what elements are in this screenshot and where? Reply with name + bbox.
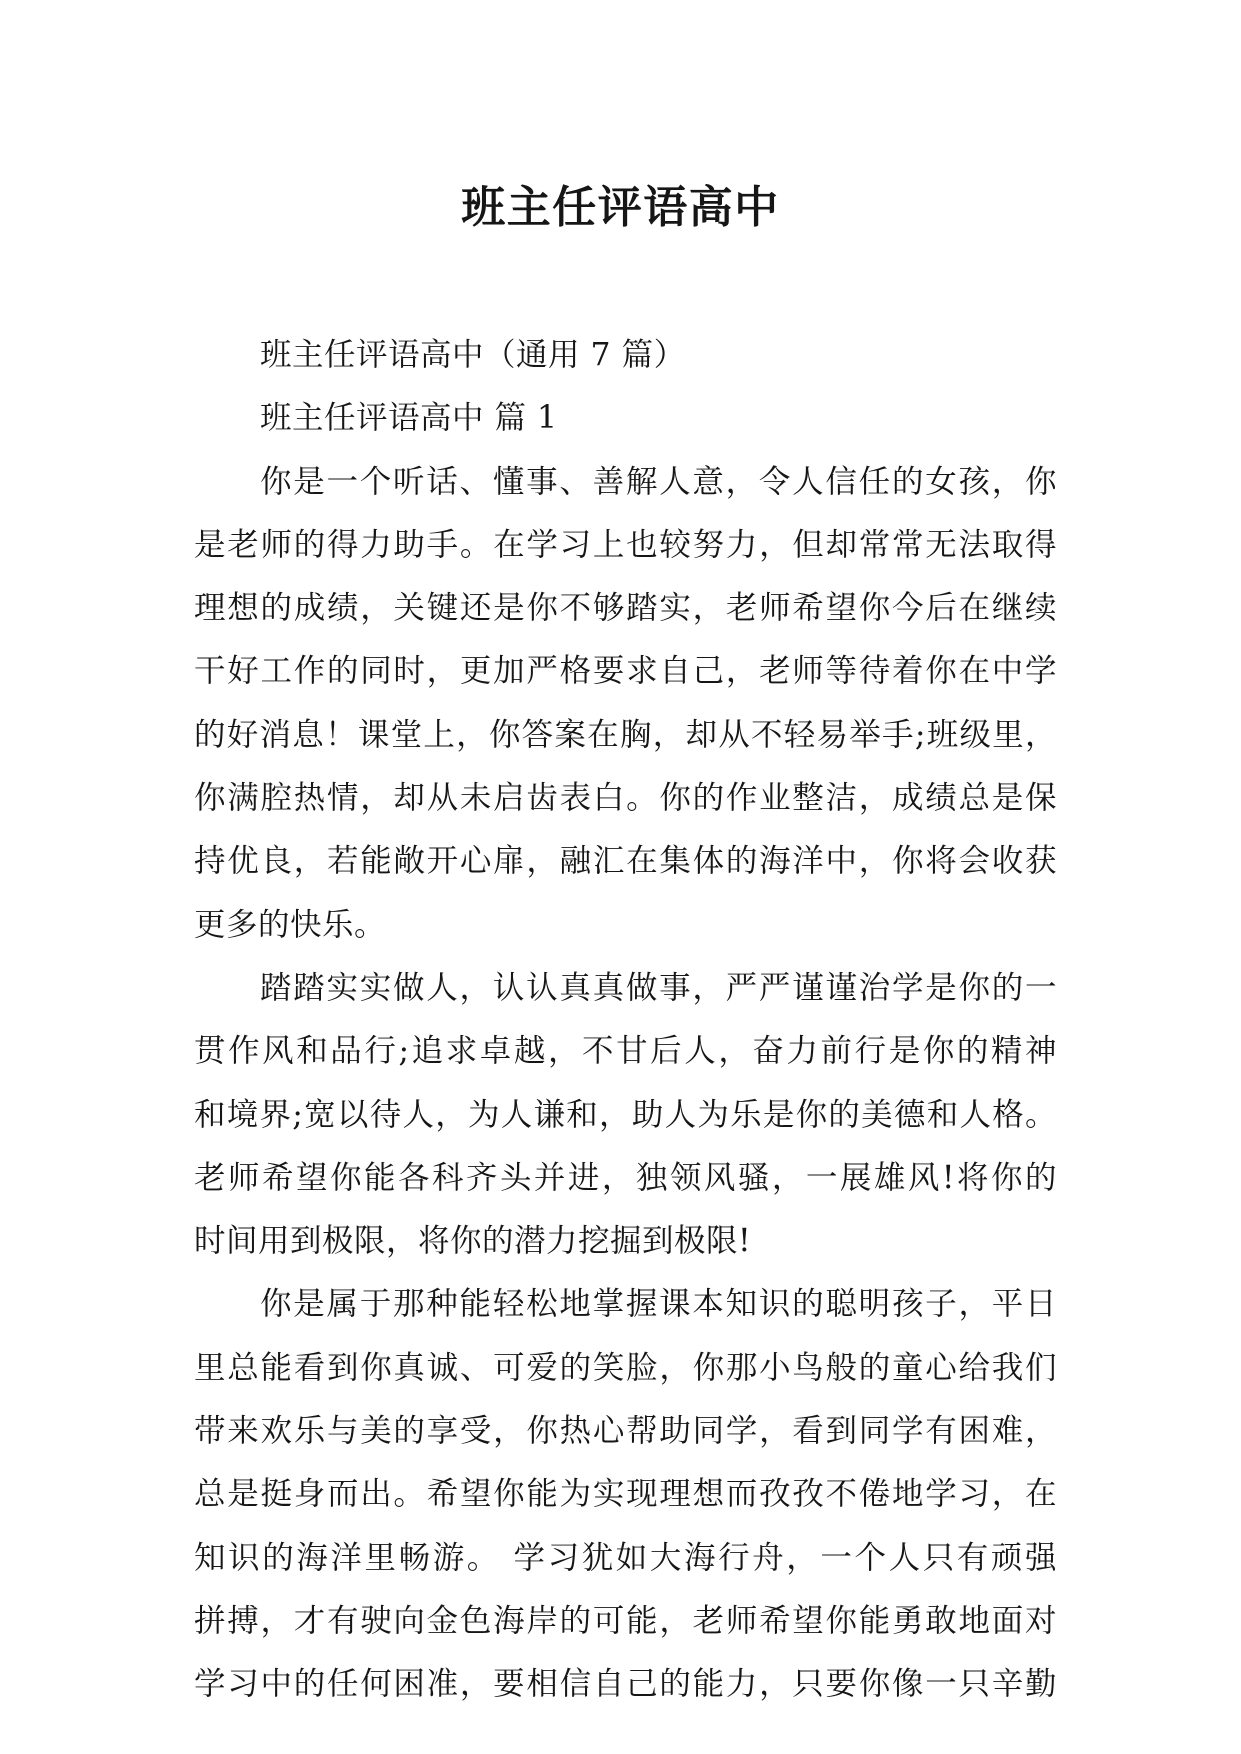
paragraph-line: 老师希望你能各科齐头并进，独领风骚，一展雄风!将你的 (194, 1159, 1057, 1196)
paragraph-line: 理想的成绩，关键还是你不够踏实，老师希望你今后在继续 (194, 590, 1057, 627)
paragraph-line: 你是一个听话、懂事、善解人意，令人信任的女孩，你 (260, 463, 1057, 500)
paragraph-line: 带来欢乐与美的享受，你热心帮助同学，看到同学有困难， (194, 1413, 1057, 1450)
paragraph-line: 知识的海洋里畅游。 学习犹如大海行舟，一个人只有顽强 (194, 1539, 1057, 1576)
paragraph-line: 贯作风和品行;追求卓越，不甘后人，奋力前行是你的精神 (194, 1033, 1057, 1070)
paragraph-line: 里总能看到你真诚、可爱的笑脸，你那小鸟般的童心给我们 (194, 1349, 1057, 1386)
paragraph-line: 拼搏，才有驶向金色海岸的可能，老师希望你能勇敢地面对 (194, 1602, 1057, 1639)
paragraph-line: 和境界;宽以待人，为人谦和，助人为乐是你的美德和人格。 (194, 1096, 1057, 1133)
paragraph-line: 学习中的任何困准，要相信自己的能力，只要你像一只辛勤 (194, 1666, 1057, 1703)
paragraph-line: 你是属于那种能轻松地掌握课本知识的聪明孩子，平日 (260, 1286, 1057, 1323)
paragraph-line: 干好工作的同时，更加严格要求自己，老师等待着你在中学 (194, 653, 1057, 690)
paragraph-line: 是老师的得力助手。在学习上也较努力，但却常常无法取得 (194, 526, 1057, 563)
paragraph-line: 的好消息！课堂上，你答案在胸，却从不轻易举手;班级里， (194, 716, 1057, 753)
paragraph-line: 持优良，若能敞开心扉，融汇在集体的海洋中，你将会收获 (194, 843, 1057, 880)
paragraph-line: 你满腔热情，却从未启齿表白。你的作业整洁，成绩总是保 (194, 780, 1057, 817)
document-title: 班主任评语高中 (461, 182, 780, 233)
section-heading: 班主任评语高中 篇 1 (260, 400, 558, 437)
paragraph-line: 更多的快乐。 (194, 906, 387, 943)
document-body (194, 324, 1057, 1717)
collection-heading: 班主任评语高中（通用 7 篇） (260, 337, 686, 373)
paragraph-2 (194, 957, 1057, 1273)
paragraph-line: 时间用到极限，将你的潜力挖掘到极限! (194, 1223, 752, 1260)
paragraph-line: 总是挺身而出。希望你能为实现理想而孜孜不倦地学习，在 (194, 1476, 1057, 1513)
paragraph-3 (194, 1273, 1057, 1716)
paragraph-line: 踏踏实实做人，认认真真做事，严严谨谨治学是你的一 (260, 969, 1057, 1006)
paragraph-1 (194, 451, 1057, 957)
